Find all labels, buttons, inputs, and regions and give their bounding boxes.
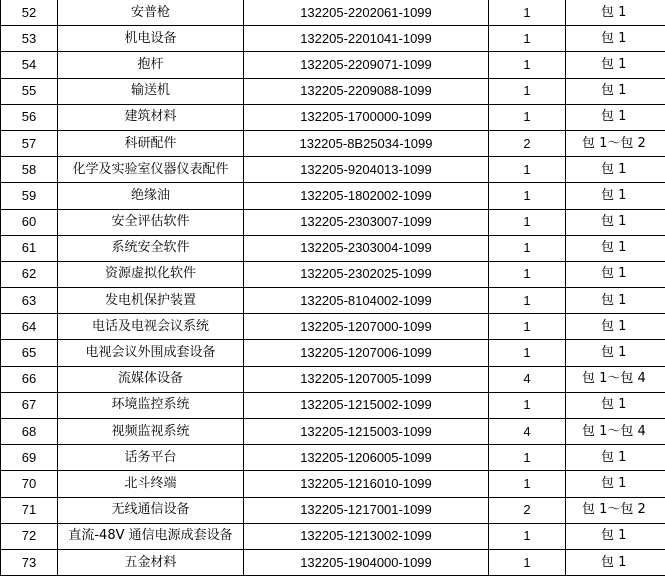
item-code-cell: 132205-1213002-1099 (244, 523, 489, 549)
table-row (1, 130, 665, 156)
row-number-cell: 67 (1, 392, 58, 418)
table-row (1, 419, 665, 445)
quantity-cell: 4 (489, 419, 566, 445)
item-name-cell: 发电机保护装置 (58, 288, 244, 314)
quantity-cell: 1 (489, 523, 566, 549)
row-number-cell: 59 (1, 183, 58, 209)
package-cell: 包 1 (566, 209, 665, 235)
item-name-cell: 系统安全软件 (58, 235, 244, 261)
item-code-cell: 132205-2202061-1099 (244, 0, 489, 26)
item-code-cell: 132205-1206005-1099 (244, 445, 489, 471)
quantity-cell: 4 (489, 366, 566, 392)
table-row (1, 104, 665, 130)
item-name-cell: 绝缘油 (58, 183, 244, 209)
item-name-cell: 视频监视系统 (58, 419, 244, 445)
row-number-cell: 54 (1, 52, 58, 78)
row-number-cell: 69 (1, 445, 58, 471)
package-cell: 包 1 (566, 261, 665, 287)
quantity-cell: 1 (489, 392, 566, 418)
item-name-cell: 抱杆 (58, 52, 244, 78)
row-number-cell: 57 (1, 130, 58, 156)
table-row (1, 288, 665, 314)
quantity-cell: 1 (489, 0, 566, 26)
quantity-cell: 1 (489, 209, 566, 235)
quantity-cell: 1 (489, 52, 566, 78)
table-row (1, 26, 665, 52)
quantity-cell: 1 (489, 549, 566, 575)
row-number-cell: 63 (1, 288, 58, 314)
quantity-cell: 1 (489, 261, 566, 287)
table-row (1, 549, 665, 575)
table-row (1, 261, 665, 287)
table-row (1, 209, 665, 235)
table-row (1, 183, 665, 209)
table-row (1, 157, 665, 183)
table-body (1, 0, 665, 576)
quantity-cell: 2 (489, 130, 566, 156)
item-name-cell: 化学及实验室仪器仪表配件 (58, 157, 244, 183)
item-name-cell: 话务平台 (58, 445, 244, 471)
item-code-cell: 132205-2209071-1099 (244, 52, 489, 78)
row-number-cell: 71 (1, 497, 58, 523)
item-name-cell: 环境监控系统 (58, 392, 244, 418)
package-cell: 包 1 (566, 52, 665, 78)
package-cell: 包 1 (566, 157, 665, 183)
package-cell: 包 1～包 2 (566, 130, 665, 156)
table-row (1, 392, 665, 418)
item-code-cell: 132205-1215002-1099 (244, 392, 489, 418)
item-name-cell: 电视会议外围成套设备 (58, 340, 244, 366)
row-number-cell: 55 (1, 78, 58, 104)
item-code-cell: 132205-1904000-1099 (244, 549, 489, 575)
row-number-cell: 65 (1, 340, 58, 366)
table-row (1, 314, 665, 340)
package-cell: 包 1～包 4 (566, 419, 665, 445)
table-row (1, 235, 665, 261)
item-code-cell: 132205-2303004-1099 (244, 235, 489, 261)
item-code-cell: 132205-1207000-1099 (244, 314, 489, 340)
quantity-cell: 1 (489, 235, 566, 261)
package-cell: 包 1 (566, 78, 665, 104)
quantity-cell: 1 (489, 157, 566, 183)
item-code-cell: 132205-2302025-1099 (244, 261, 489, 287)
quantity-cell: 1 (489, 340, 566, 366)
package-cell: 包 1 (566, 445, 665, 471)
item-code-cell: 132205-8B25034-1099 (244, 130, 489, 156)
package-cell: 包 1 (566, 471, 665, 497)
package-cell: 包 1～包 4 (566, 366, 665, 392)
row-number-cell: 53 (1, 26, 58, 52)
quantity-cell: 1 (489, 26, 566, 52)
row-number-cell: 58 (1, 157, 58, 183)
row-number-cell: 52 (1, 0, 58, 26)
table-row (1, 471, 665, 497)
package-cell: 包 1 (566, 340, 665, 366)
item-name-cell: 北斗终端 (58, 471, 244, 497)
package-cell: 包 1 (566, 523, 665, 549)
table-row (1, 366, 665, 392)
item-name-cell: 安普枪 (58, 0, 244, 26)
row-number-cell: 72 (1, 523, 58, 549)
item-code-cell: 132205-9204013-1099 (244, 157, 489, 183)
row-number-cell: 66 (1, 366, 58, 392)
table-row (1, 52, 665, 78)
item-name-cell: 电话及电视会议系统 (58, 314, 244, 340)
package-cell: 包 1 (566, 235, 665, 261)
quantity-cell: 1 (489, 288, 566, 314)
row-number-cell: 60 (1, 209, 58, 235)
package-cell: 包 1 (566, 314, 665, 340)
table-row (1, 78, 665, 104)
item-code-cell: 132205-1215003-1099 (244, 419, 489, 445)
row-number-cell: 61 (1, 235, 58, 261)
item-name-cell: 输送机 (58, 78, 244, 104)
quantity-cell: 1 (489, 445, 566, 471)
item-code-cell: 132205-1217001-1099 (244, 497, 489, 523)
quantity-cell: 2 (489, 497, 566, 523)
item-name-cell: 直流-48V 通信电源成套设备 (58, 523, 244, 549)
item-code-cell: 132205-2303007-1099 (244, 209, 489, 235)
item-code-cell: 132205-2209088-1099 (244, 78, 489, 104)
row-number-cell: 62 (1, 261, 58, 287)
item-name-cell: 机电设备 (58, 26, 244, 52)
item-name-cell: 五金材料 (58, 549, 244, 575)
package-cell: 包 1～包 2 (566, 497, 665, 523)
package-cell: 包 1 (566, 104, 665, 130)
item-name-cell: 无线通信设备 (58, 497, 244, 523)
package-cell: 包 1 (566, 392, 665, 418)
package-cell: 包 1 (566, 549, 665, 575)
item-name-cell: 安全评估软件 (58, 209, 244, 235)
quantity-cell: 1 (489, 104, 566, 130)
table-row (1, 523, 665, 549)
package-cell: 包 1 (566, 288, 665, 314)
item-code-cell: 132205-1802002-1099 (244, 183, 489, 209)
item-name-cell: 科研配件 (58, 130, 244, 156)
row-number-cell: 73 (1, 549, 58, 575)
row-number-cell: 64 (1, 314, 58, 340)
table-row (1, 340, 665, 366)
item-name-cell: 流媒体设备 (58, 366, 244, 392)
item-name-cell: 建筑材料 (58, 104, 244, 130)
item-code-cell: 132205-1207005-1099 (244, 366, 489, 392)
quantity-cell: 1 (489, 314, 566, 340)
package-cell: 包 1 (566, 183, 665, 209)
quantity-cell: 1 (489, 471, 566, 497)
package-cell: 包 1 (566, 0, 665, 26)
row-number-cell: 68 (1, 419, 58, 445)
item-code-cell: 132205-8104002-1099 (244, 288, 489, 314)
table-row (1, 445, 665, 471)
item-name-cell: 资源虚拟化软件 (58, 261, 244, 287)
item-code-cell: 132205-1216010-1099 (244, 471, 489, 497)
item-code-cell: 132205-1207006-1099 (244, 340, 489, 366)
package-cell: 包 1 (566, 26, 665, 52)
row-number-cell: 56 (1, 104, 58, 130)
item-code-cell: 132205-2201041-1099 (244, 26, 489, 52)
item-code-cell: 132205-1700000-1099 (244, 104, 489, 130)
row-number-cell: 70 (1, 471, 58, 497)
quantity-cell: 1 (489, 78, 566, 104)
table-row (1, 0, 665, 26)
quantity-cell: 1 (489, 183, 566, 209)
table-row (1, 497, 665, 523)
